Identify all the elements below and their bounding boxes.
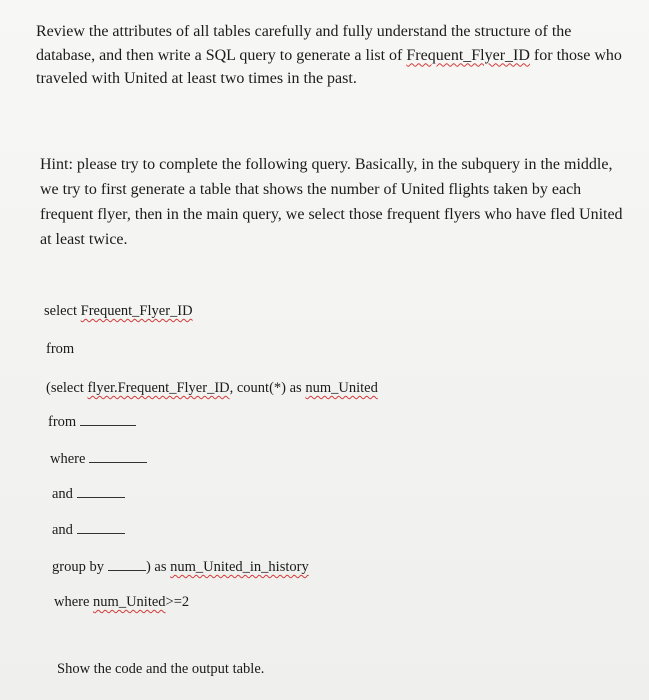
select-column: Frequent_Flyer_ID	[80, 303, 193, 319]
subquery-count: , count(*) as	[229, 380, 306, 396]
sub-where-keyword: where	[50, 451, 86, 467]
task-description	[36, 20, 631, 91]
group-by-blank	[108, 569, 146, 571]
where-column: num_United	[93, 594, 166, 610]
table-alias: num_United_in_history	[170, 559, 309, 575]
query-sub-and1-line	[52, 486, 125, 503]
subquery-alias: num_United	[305, 380, 378, 396]
task-text: Review the attributes of all tables carefully and fully understand the structure of the database, and then write a SQL query to generate a list of	[36, 23, 572, 64]
query-where-line	[54, 594, 189, 611]
query-subquery-line	[46, 380, 378, 397]
where-keyword: where	[54, 594, 94, 610]
sub-from-keyword: from	[48, 414, 77, 430]
select-keyword: select	[44, 303, 81, 319]
footer-instruction: Show the code and the output table.	[57, 661, 265, 677]
task-text-end: for those who traveled with United at least two times in the past.	[36, 46, 622, 87]
and2-blank	[77, 532, 125, 534]
query-sub-where-line	[50, 451, 147, 468]
query-from-line: from	[46, 341, 75, 357]
query-sub-from-line	[48, 414, 136, 431]
sub-and2-keyword: and	[52, 522, 73, 538]
group-by-keyword: group by	[52, 559, 104, 575]
subquery-column: flyer.Frequent_Flyer_ID	[87, 380, 230, 396]
sub-and1-keyword: and	[52, 486, 73, 502]
subquery-open: (select	[46, 380, 88, 396]
frequent-flyer-id-term: Frequent_Flyer_ID	[406, 46, 530, 64]
query-sub-and2-line	[52, 522, 125, 539]
from-blank	[80, 424, 136, 426]
query-group-by-line	[52, 559, 309, 576]
group-close: ) as	[145, 559, 171, 575]
query-select-line	[44, 303, 193, 320]
where-condition: >=2	[165, 594, 190, 610]
hint-paragraph: Hint: please try to complete the following query. Basically, in the subquery in the middle, we try to first generate a table that shows the number of United flights taken by each frequent flyer, then in the main query, we select those frequent flyers who have fled United at least twice.	[40, 156, 623, 248]
where-blank	[89, 461, 147, 463]
and1-blank	[77, 496, 125, 498]
